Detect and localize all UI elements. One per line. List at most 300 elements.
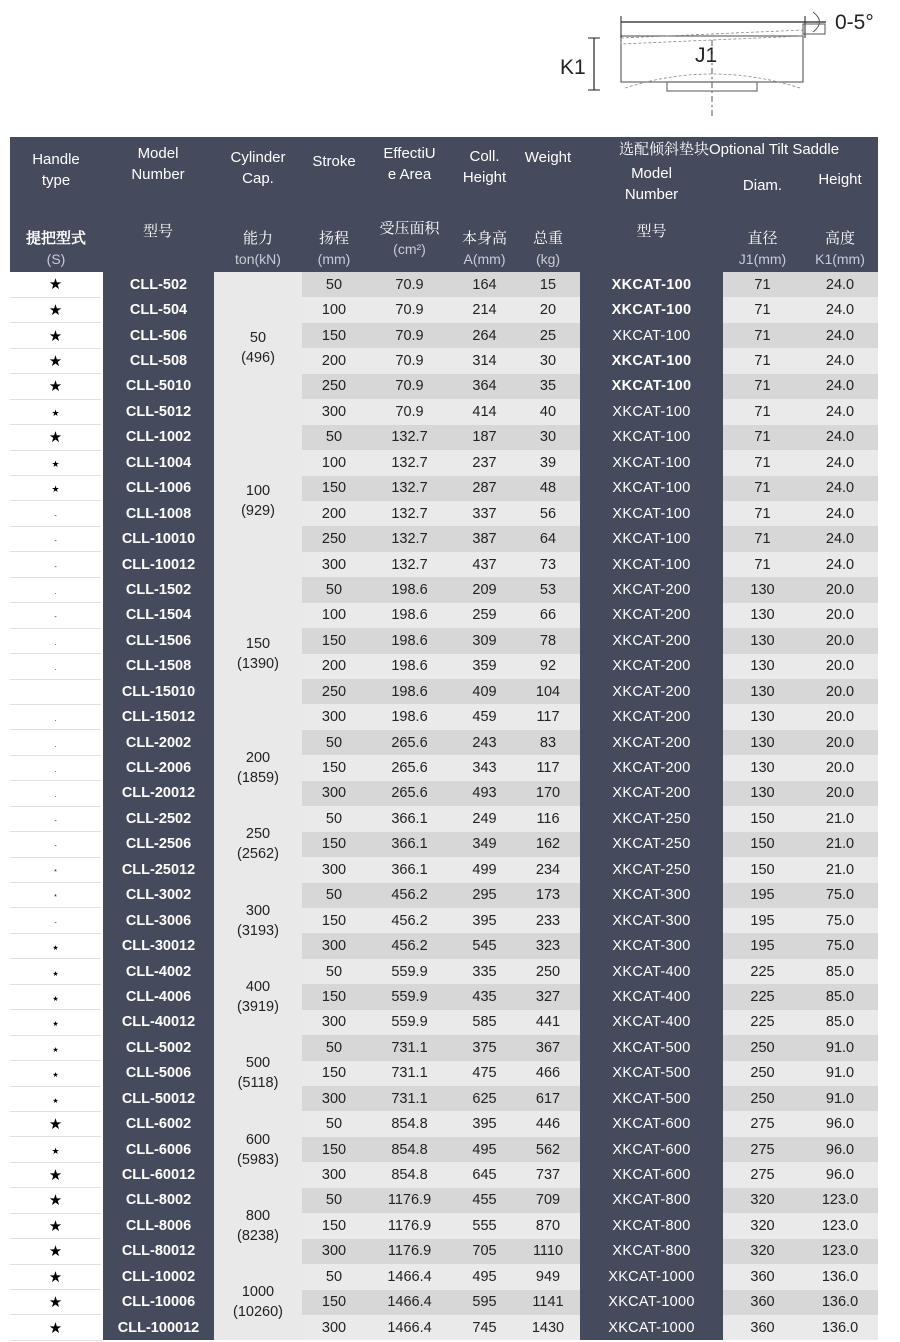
header-cn-stroke: 扬程 (mm)	[302, 221, 366, 272]
table-row	[10, 857, 878, 882]
effective-area-cell: 456.2	[366, 883, 453, 908]
cylinder-cap-cell	[214, 883, 302, 959]
model-number-cell: CLL-506	[102, 323, 214, 348]
diam-cell: 195	[723, 908, 802, 933]
table-row	[10, 1111, 878, 1136]
height-cell: 91.0	[802, 1086, 878, 1111]
capacity-ton: 250	[245, 826, 271, 843]
model-number-cell: CLL-10010	[102, 526, 214, 551]
weight-cell: 162	[516, 832, 580, 857]
saddle-model-cell: XKCAT-800	[580, 1213, 723, 1238]
diam-cell: 320	[723, 1213, 802, 1238]
stroke-cell: 150	[302, 628, 366, 653]
header-cn-coll: 本身高 A(mm)	[453, 221, 516, 272]
handle-type-cell	[10, 883, 102, 908]
handle-mark: ★	[48, 1192, 63, 1210]
effective-area-cell: 456.2	[366, 933, 453, 958]
coll-height-cell: 435	[453, 984, 516, 1009]
height-cell: 20.0	[802, 654, 878, 679]
table-row	[10, 1035, 878, 1060]
saddle-model-cell: XKCAT-300	[580, 933, 723, 958]
effective-area-cell: 366.1	[366, 857, 453, 882]
height-cell: 24.0	[802, 526, 878, 551]
table-row	[10, 348, 878, 373]
saddle-model-cell: XKCAT-100	[580, 450, 723, 475]
model-number-cell: CLL-6002	[102, 1111, 214, 1136]
cylinder-cap-cell	[214, 1264, 302, 1340]
table-row	[10, 1315, 878, 1340]
model-number-cell: CLL-50012	[102, 1086, 214, 1111]
handle-mark: ★	[48, 327, 63, 345]
diam-cell: 275	[723, 1137, 802, 1162]
effective-area-cell: 70.9	[366, 399, 453, 424]
weight-cell: 441	[516, 1010, 580, 1035]
stroke-cell: 300	[302, 704, 366, 729]
height-cell: 20.0	[802, 679, 878, 704]
stroke-cell: 250	[302, 374, 366, 399]
table-row	[10, 577, 878, 602]
table-row	[10, 297, 878, 322]
weight-cell: 1430	[516, 1315, 580, 1340]
height-cell: 21.0	[802, 857, 878, 882]
handle-type-cell	[10, 1086, 102, 1111]
weight-cell: 66	[516, 603, 580, 628]
saddle-model-cell: XKCAT-200	[580, 781, 723, 806]
height-cell: 85.0	[802, 1010, 878, 1035]
handle-mark: -	[54, 843, 57, 851]
table-row	[10, 806, 878, 831]
saddle-model-cell: XKCAT-500	[580, 1086, 723, 1111]
tilt-saddle-diagram	[0, 0, 900, 135]
saddle-model-cell: XKCAT-200	[580, 679, 723, 704]
header-optional-tilt-saddle	[580, 137, 878, 221]
stroke-cell: 150	[302, 908, 366, 933]
capacity-kn: (3193)	[237, 922, 279, 939]
coll-height-cell: 645	[453, 1162, 516, 1187]
handle-type-cell	[10, 501, 102, 526]
stroke-cell: 50	[302, 272, 366, 297]
coll-height-cell: 545	[453, 933, 516, 958]
angle-label: 0-5°	[835, 11, 874, 34]
weight-cell: 170	[516, 781, 580, 806]
coll-height-cell: 214	[453, 297, 516, 322]
saddle-model-cell: XKCAT-1000	[580, 1290, 723, 1315]
stroke-cell: 100	[302, 450, 366, 475]
effective-area-cell: 70.9	[366, 297, 453, 322]
saddle-model-cell: XKCAT-200	[580, 628, 723, 653]
table-row	[10, 603, 878, 628]
handle-type-cell	[10, 323, 102, 348]
table-row	[10, 272, 878, 297]
height-cell: 24.0	[802, 297, 878, 322]
diam-cell: 71	[723, 297, 802, 322]
coll-height-cell: 264	[453, 323, 516, 348]
saddle-model-cell: XKCAT-100	[580, 348, 723, 373]
handle-mark: ★	[48, 1167, 63, 1185]
weight-cell: 173	[516, 883, 580, 908]
cylinder-cap-cell	[214, 730, 302, 806]
weight-cell: 53	[516, 577, 580, 602]
handle-type-cell	[10, 1061, 102, 1086]
weight-cell: 83	[516, 730, 580, 755]
table-row	[10, 552, 878, 577]
handle-mark: ★	[52, 970, 59, 978]
diam-cell: 130	[723, 603, 802, 628]
height-cell: 24.0	[802, 425, 878, 450]
diam-cell: 71	[723, 399, 802, 424]
stroke-cell: 50	[302, 1188, 366, 1213]
weight-cell: 73	[516, 552, 580, 577]
header-coll-height: Coll. Height	[453, 137, 516, 221]
handle-mark: -	[54, 512, 57, 520]
handle-type-cell	[10, 1290, 102, 1315]
cylinder-cap-cell	[214, 1188, 302, 1264]
header-weight: Weight	[516, 137, 580, 221]
capacity-kn: (3919)	[237, 998, 279, 1015]
weight-cell: 92	[516, 654, 580, 679]
model-number-cell: CLL-4002	[102, 959, 214, 984]
effective-area-cell: 1466.4	[366, 1290, 453, 1315]
handle-mark: .	[54, 639, 57, 647]
effective-area-cell: 132.7	[366, 552, 453, 577]
handle-type-cell	[10, 704, 102, 729]
height-cell: 85.0	[802, 959, 878, 984]
capacity-kn: (929)	[241, 502, 275, 519]
capacity-kn: (1390)	[237, 655, 279, 672]
height-cell: 20.0	[802, 603, 878, 628]
weight-cell: 949	[516, 1264, 580, 1289]
handle-type-cell	[10, 908, 102, 933]
saddle-model-cell: XKCAT-200	[580, 603, 723, 628]
diam-cell: 71	[723, 374, 802, 399]
diam-cell: 71	[723, 526, 802, 551]
saddle-model-cell: XKCAT-300	[580, 908, 723, 933]
capacity-ton: 300	[245, 902, 271, 919]
stroke-cell: 200	[302, 654, 366, 679]
header-cn-height: 高度 K1(mm)	[802, 221, 878, 272]
stroke-cell: 300	[302, 399, 366, 424]
height-cell: 136.0	[802, 1290, 878, 1315]
effective-area-cell: 70.9	[366, 323, 453, 348]
diam-cell: 130	[723, 781, 802, 806]
stroke-cell: 200	[302, 348, 366, 373]
stroke-cell: 100	[302, 297, 366, 322]
diam-cell: 71	[723, 272, 802, 297]
table-row	[10, 628, 878, 653]
stroke-cell: 150	[302, 755, 366, 780]
handle-mark: ★	[48, 1243, 63, 1261]
table-row	[10, 1290, 878, 1315]
header-height: Height	[818, 171, 862, 188]
effective-area-cell: 265.6	[366, 755, 453, 780]
coll-height-cell: 295	[453, 883, 516, 908]
model-number-cell: CLL-100012	[102, 1315, 214, 1340]
weight-cell: 35	[516, 374, 580, 399]
effective-area-cell: 132.7	[366, 476, 453, 501]
weight-cell: 56	[516, 501, 580, 526]
table-row	[10, 654, 878, 679]
handle-type-cell	[10, 679, 102, 704]
weight-cell: 64	[516, 526, 580, 551]
effective-area-cell: 854.8	[366, 1137, 453, 1162]
handle-mark: ★	[48, 276, 63, 294]
model-number-cell: CLL-10002	[102, 1264, 214, 1289]
diam-cell: 225	[723, 1010, 802, 1035]
saddle-model-cell: XKCAT-250	[580, 832, 723, 857]
model-number-cell: CLL-5012	[102, 399, 214, 424]
diam-cell: 71	[723, 323, 802, 348]
saddle-model-cell: XKCAT-100	[580, 323, 723, 348]
diam-cell: 360	[723, 1290, 802, 1315]
weight-cell: 1110	[516, 1239, 580, 1264]
stroke-cell: 200	[302, 501, 366, 526]
coll-height-cell: 495	[453, 1264, 516, 1289]
coll-height-cell: 387	[453, 526, 516, 551]
stroke-cell: 250	[302, 526, 366, 551]
model-number-cell: CLL-15010	[102, 679, 214, 704]
coll-height-cell: 209	[453, 577, 516, 602]
capacity-kn: (2562)	[237, 846, 279, 863]
table-row	[10, 1061, 878, 1086]
capacity-ton: 500	[245, 1055, 271, 1072]
table-row	[10, 933, 878, 958]
header-diam: Diam.	[742, 177, 783, 194]
coll-height-cell: 395	[453, 908, 516, 933]
height-cell: 123.0	[802, 1188, 878, 1213]
handle-type-cell	[10, 476, 102, 501]
weight-cell: 117	[516, 704, 580, 729]
height-cell: 20.0	[802, 704, 878, 729]
weight-cell: 737	[516, 1162, 580, 1187]
header-cn-saddle-model: 型号	[580, 221, 723, 272]
effective-area-cell: 854.8	[366, 1111, 453, 1136]
table-row	[10, 1137, 878, 1162]
model-number-cell: CLL-2006	[102, 755, 214, 780]
header-cn-handle: 提把型式 (S)	[10, 221, 102, 272]
stroke-cell: 50	[302, 806, 366, 831]
k1-label: K1	[560, 56, 586, 79]
header-cn-model: 型号	[102, 221, 214, 272]
diam-cell: 130	[723, 577, 802, 602]
handle-mark: ★	[52, 1021, 59, 1029]
diam-cell: 71	[723, 501, 802, 526]
handle-type-cell	[10, 1213, 102, 1238]
stroke-cell: 100	[302, 603, 366, 628]
weight-cell: 327	[516, 984, 580, 1009]
diam-cell: 320	[723, 1188, 802, 1213]
handle-mark: ★	[52, 1046, 59, 1054]
handle-type-cell	[10, 806, 102, 831]
saddle-model-cell: XKCAT-300	[580, 883, 723, 908]
effective-area-cell: 1466.4	[366, 1315, 453, 1340]
weight-cell: 234	[516, 857, 580, 882]
table-row	[10, 323, 878, 348]
handle-mark: .	[54, 665, 57, 673]
effective-area-cell: 1176.9	[366, 1239, 453, 1264]
diam-cell: 71	[723, 348, 802, 373]
effective-area-cell: 854.8	[366, 1162, 453, 1187]
header-cylinder-cap: Cylinder Cap.	[214, 137, 302, 221]
height-cell: 96.0	[802, 1137, 878, 1162]
handle-type-cell	[10, 348, 102, 373]
cylinder-cap-cell	[214, 1111, 302, 1187]
handle-type-cell	[10, 450, 102, 475]
coll-height-cell: 595	[453, 1290, 516, 1315]
effective-area-cell: 198.6	[366, 704, 453, 729]
stroke-cell: 150	[302, 323, 366, 348]
table-row	[10, 1239, 878, 1264]
table-row	[10, 984, 878, 1009]
height-cell: 136.0	[802, 1264, 878, 1289]
stroke-cell: 150	[302, 984, 366, 1009]
height-cell: 24.0	[802, 476, 878, 501]
header-row-english	[10, 137, 878, 221]
coll-height-cell: 343	[453, 755, 516, 780]
height-cell: 75.0	[802, 908, 878, 933]
handle-type-cell	[10, 857, 102, 882]
effective-area-cell: 70.9	[366, 272, 453, 297]
handle-type-cell	[10, 272, 102, 297]
handle-type-cell	[10, 526, 102, 551]
stroke-cell: 300	[302, 933, 366, 958]
weight-cell: 323	[516, 933, 580, 958]
weight-cell: 446	[516, 1111, 580, 1136]
effective-area-cell: 198.6	[366, 628, 453, 653]
coll-height-cell: 364	[453, 374, 516, 399]
weight-cell: 117	[516, 755, 580, 780]
handle-mark: -	[54, 563, 57, 571]
table-body	[10, 272, 878, 1340]
diam-cell: 360	[723, 1264, 802, 1289]
effective-area-cell: 731.1	[366, 1035, 453, 1060]
diam-cell: 130	[723, 679, 802, 704]
handle-type-cell	[10, 399, 102, 424]
coll-height-cell: 337	[453, 501, 516, 526]
effective-area-cell: 198.6	[366, 679, 453, 704]
weight-cell: 367	[516, 1035, 580, 1060]
table-row	[10, 1086, 878, 1111]
height-cell: 123.0	[802, 1213, 878, 1238]
diam-cell: 225	[723, 959, 802, 984]
coll-height-cell: 499	[453, 857, 516, 882]
model-number-cell: CLL-1004	[102, 450, 214, 475]
effective-area-cell: 70.9	[366, 348, 453, 373]
effective-area-cell: 1176.9	[366, 1188, 453, 1213]
handle-type-cell	[10, 552, 102, 577]
stroke-cell: 150	[302, 832, 366, 857]
coll-height-cell: 585	[453, 1010, 516, 1035]
height-cell: 20.0	[802, 781, 878, 806]
diam-cell: 150	[723, 857, 802, 882]
saddle-model-cell: XKCAT-200	[580, 704, 723, 729]
weight-cell: 233	[516, 908, 580, 933]
table-row	[10, 1010, 878, 1035]
height-cell: 75.0	[802, 883, 878, 908]
effective-area-cell: 132.7	[366, 501, 453, 526]
diam-cell: 320	[723, 1239, 802, 1264]
height-cell: 24.0	[802, 348, 878, 373]
handle-mark: -	[54, 817, 57, 825]
handle-mark: ★	[48, 1294, 63, 1312]
effective-area-cell: 132.7	[366, 526, 453, 551]
handle-type-cell	[10, 577, 102, 602]
saddle-model-cell: XKCAT-200	[580, 730, 723, 755]
coll-height-cell: 359	[453, 654, 516, 679]
diam-cell: 71	[723, 552, 802, 577]
effective-area-cell: 731.1	[366, 1086, 453, 1111]
model-number-cell: CLL-1006	[102, 476, 214, 501]
handle-mark: ★	[51, 484, 60, 495]
capacity-ton: 50	[249, 330, 267, 347]
weight-cell: 15	[516, 272, 580, 297]
handle-mark: ★	[48, 1217, 63, 1235]
coll-height-cell: 237	[453, 450, 516, 475]
saddle-model-cell: XKCAT-800	[580, 1239, 723, 1264]
handle-mark: -	[54, 538, 57, 546]
model-number-cell: CLL-1008	[102, 501, 214, 526]
handle-type-cell	[10, 1239, 102, 1264]
effective-area-cell: 1176.9	[366, 1213, 453, 1238]
table-row	[10, 1162, 878, 1187]
specification-table	[10, 137, 878, 1341]
table-row	[10, 704, 878, 729]
stroke-cell: 50	[302, 1035, 366, 1060]
coll-height-cell: 314	[453, 348, 516, 373]
model-number-cell: CLL-4006	[102, 984, 214, 1009]
coll-height-cell: 437	[453, 552, 516, 577]
handle-type-cell	[10, 781, 102, 806]
handle-type-cell	[10, 654, 102, 679]
handle-mark: -	[54, 919, 57, 927]
model-number-cell: CLL-15012	[102, 704, 214, 729]
weight-cell: 104	[516, 679, 580, 704]
coll-height-cell: 705	[453, 1239, 516, 1264]
stroke-cell: 300	[302, 781, 366, 806]
height-cell: 96.0	[802, 1111, 878, 1136]
height-cell: 20.0	[802, 730, 878, 755]
capacity-ton: 600	[245, 1131, 271, 1148]
handle-mark: ★	[52, 945, 59, 953]
stroke-cell: 300	[302, 857, 366, 882]
effective-area-cell: 198.6	[366, 603, 453, 628]
handle-type-cell	[10, 1035, 102, 1060]
saddle-model-cell: XKCAT-100	[580, 501, 723, 526]
stroke-cell: 150	[302, 1213, 366, 1238]
handle-mark: ★	[48, 302, 63, 320]
weight-cell: 25	[516, 323, 580, 348]
saddle-model-cell: XKCAT-1000	[580, 1264, 723, 1289]
handle-mark: .	[54, 741, 57, 749]
diam-cell: 150	[723, 806, 802, 831]
capacity-kn: (10260)	[233, 1304, 283, 1321]
height-cell: 91.0	[802, 1061, 878, 1086]
model-number-cell: CLL-1002	[102, 425, 214, 450]
header-cn-weight: 总重 (kg)	[516, 221, 580, 272]
handle-type-cell	[10, 1137, 102, 1162]
handle-mark: ★	[48, 1268, 63, 1286]
saddle-title: 选配倾斜垫块Optional Tilt Saddle	[618, 141, 840, 158]
height-cell: 24.0	[802, 450, 878, 475]
table-row	[10, 374, 878, 399]
handle-mark: -	[54, 614, 57, 622]
table-row	[10, 526, 878, 551]
handle-type-cell	[10, 603, 102, 628]
table-row	[10, 425, 878, 450]
handle-type-cell	[10, 1315, 102, 1340]
handle-type-cell	[10, 755, 102, 780]
model-number-cell: CLL-40012	[102, 1010, 214, 1035]
model-number-cell: CLL-1502	[102, 577, 214, 602]
